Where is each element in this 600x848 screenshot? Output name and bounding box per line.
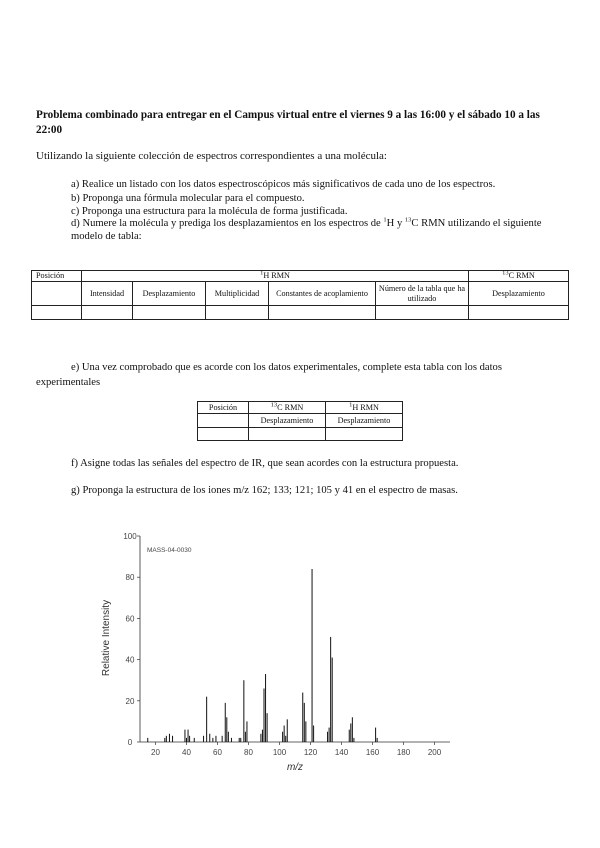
t1-col-intensidad: Intensidad bbox=[82, 282, 133, 306]
problem-title: Problema combinado para entregar en el Campus virtual entre el viernes 9 a las 16:00 y el sábado 10 a las 22:00 bbox=[36, 109, 540, 136]
t2-h-nmr-header bbox=[326, 402, 403, 414]
t2-posicion-header: Posición bbox=[198, 402, 249, 414]
spectrum-watermark: MASS-04-0030 bbox=[147, 547, 192, 554]
mass-spectrum-chart bbox=[95, 530, 465, 775]
mass-spectrum-svg bbox=[95, 530, 465, 775]
y-tick-label: 80 bbox=[125, 573, 135, 583]
question-d-sup2: 13 bbox=[404, 216, 412, 224]
t1-col-c-desplazamiento: Desplazamiento bbox=[469, 282, 569, 306]
t1-col-desplazamiento: Desplazamiento bbox=[133, 282, 206, 306]
x-axis-title: m/z bbox=[286, 762, 304, 773]
t2-c-nmr-header bbox=[249, 402, 326, 414]
t1-col-constantes: Constantes de acoplamiento bbox=[269, 282, 376, 306]
question-b: b) Proponga una fórmula molecular para el compuesto. bbox=[71, 193, 305, 204]
t1-empty-cell bbox=[82, 306, 133, 320]
x-tick-label: 200 bbox=[427, 748, 442, 757]
question-d-sup1: 1 bbox=[383, 216, 387, 224]
question-d-pre: d) Numere la molécula y prediga los desplazamientos en los espectros de bbox=[71, 218, 384, 229]
t1-h-nmr-header bbox=[82, 271, 469, 282]
x-tick-label: 80 bbox=[244, 748, 253, 757]
x-tick-label: 160 bbox=[365, 748, 380, 757]
t2-blank-cell bbox=[198, 414, 249, 428]
t1-col-multiplicidad: Multiplicidad bbox=[206, 282, 269, 306]
t2-c-sup: 13 bbox=[270, 401, 278, 409]
t1-empty-cell bbox=[133, 306, 206, 320]
experimental-data-table bbox=[197, 401, 403, 441]
t1-empty-cell bbox=[469, 306, 569, 320]
t1-blank-cell bbox=[32, 282, 82, 306]
x-tick-label: 20 bbox=[151, 748, 160, 757]
t1-h-group: H RMN bbox=[263, 271, 290, 281]
t2-h-desplazamiento: Desplazamiento bbox=[326, 414, 403, 428]
x-tick-label: 120 bbox=[303, 748, 318, 757]
y-tick-label: 100 bbox=[123, 532, 137, 541]
y-tick-label: 60 bbox=[125, 614, 135, 624]
x-tick-label: 60 bbox=[213, 748, 222, 757]
t1-empty-cell bbox=[376, 306, 469, 320]
question-e: e) Una vez comprobado que es acorde con los datos experimentales, complete esta tabla con los datos experimentales bbox=[36, 362, 502, 388]
t2-empty-cell bbox=[198, 428, 249, 441]
nmr-template-table bbox=[31, 270, 569, 320]
axis-ticks-group bbox=[123, 532, 441, 757]
x-tick-label: 100 bbox=[272, 748, 287, 757]
t1-posicion-header: Posición bbox=[32, 271, 82, 282]
x-tick-label: 140 bbox=[334, 748, 349, 757]
question-f: f) Asigne todas las señales del espectro de IR, que sean acordes con la estructura propuesta. bbox=[71, 458, 459, 469]
y-tick-label: 0 bbox=[127, 738, 133, 747]
x-tick-label: 40 bbox=[182, 748, 191, 757]
question-c: c) Proponga una estructura para la molécula de forma justificada. bbox=[71, 206, 348, 217]
t1-h-sup: 1 bbox=[260, 269, 264, 277]
peaks-group bbox=[148, 569, 377, 742]
intro-text: Utilizando la siguiente colección de espectros correspondientes a una molécula: bbox=[36, 150, 387, 162]
t2-empty-cell bbox=[326, 428, 403, 441]
y-tick-label: 40 bbox=[125, 655, 135, 665]
x-tick-label: 180 bbox=[396, 748, 411, 757]
question-g: g) Proponga la estructura de los iones m/z 162; 133; 121; 105 y 41 en el espectro de masas. bbox=[71, 485, 458, 496]
t2-c-desplazamiento: Desplazamiento bbox=[249, 414, 326, 428]
question-a: a) Realice un listado con los datos espectroscópicos más significativos de cada uno de los espectros. bbox=[71, 179, 496, 190]
t1-c-sup: 13 bbox=[502, 269, 509, 277]
t1-empty-cell bbox=[269, 306, 376, 320]
t1-empty-cell bbox=[32, 306, 82, 320]
t1-col-numero-tabla: Número de la tabla que ha utilizado bbox=[376, 282, 469, 306]
t2-c-group: C RMN bbox=[277, 402, 304, 412]
t2-empty-cell bbox=[249, 428, 326, 441]
y-axis-title: Relative Intensity bbox=[101, 599, 112, 677]
t1-c-group: C RMN bbox=[508, 271, 535, 281]
t2-h-sup: 1 bbox=[349, 401, 353, 409]
question-d-mid: H y bbox=[386, 218, 405, 229]
t1-c-nmr-header bbox=[469, 271, 569, 282]
question-d-post: C RMN utilizando el siguiente modelo de tabla: bbox=[71, 218, 542, 242]
t2-h-group: H RMN bbox=[352, 402, 379, 412]
t1-empty-cell bbox=[206, 306, 269, 320]
y-tick-label: 20 bbox=[125, 696, 135, 706]
question-d bbox=[71, 217, 561, 243]
